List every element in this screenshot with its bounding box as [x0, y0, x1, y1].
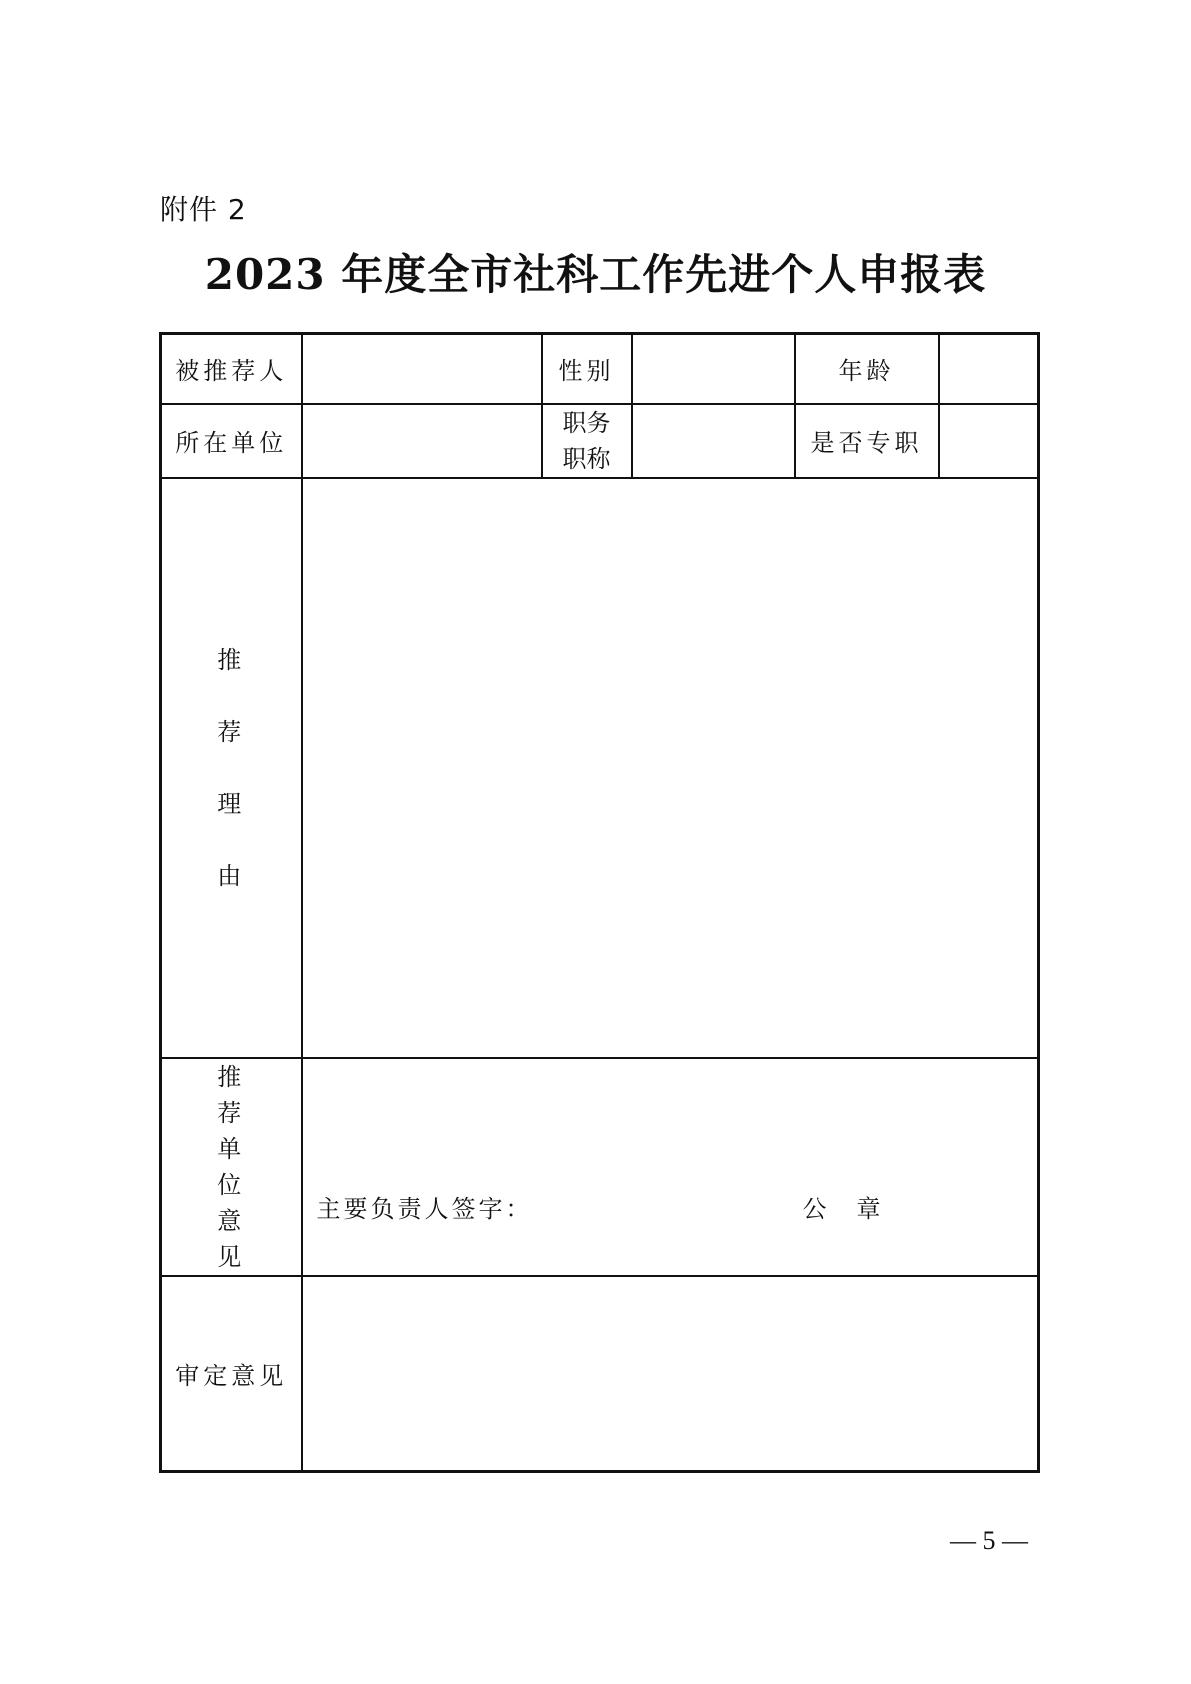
age-label: 年龄 [795, 334, 939, 404]
position-label: 职务 [562, 408, 611, 437]
fulltime-label: 是否专职 [795, 404, 939, 478]
form-row-review [161, 1276, 1039, 1472]
gender-label: 性别 [542, 334, 632, 404]
unit-label: 所在单位 [161, 404, 302, 478]
review-label: 审定意见 [161, 1276, 302, 1472]
reason-char: 推 [217, 645, 246, 674]
form-row-basic [161, 334, 1039, 404]
position-title-field[interactable] [632, 404, 795, 478]
unit-opinion-char: 位 [217, 1170, 246, 1199]
unit-opinion-char: 单 [217, 1134, 246, 1163]
reason-label [161, 478, 302, 1058]
attachment-label: 附件 2 [160, 193, 247, 226]
fulltime-field[interactable] [939, 404, 1039, 478]
unit-opinion-char: 荐 [217, 1098, 246, 1127]
unit-field[interactable] [302, 404, 542, 478]
review-field[interactable] [302, 1276, 1039, 1472]
page-number: — 5 — [950, 1526, 1028, 1555]
signature-label: 主要负责人签字： [316, 1194, 533, 1223]
position-title-label [542, 404, 632, 478]
unit-opinion-char: 推 [217, 1062, 246, 1091]
form-row-unit-opinion [161, 1058, 1039, 1276]
unit-opinion-field[interactable] [302, 1058, 1039, 1276]
reason-char: 荐 [217, 717, 246, 746]
nomination-form-table [159, 332, 1040, 1473]
gender-field[interactable] [632, 334, 795, 404]
title-label: 职称 [562, 444, 611, 473]
unit-opinion-label [161, 1058, 302, 1276]
nominee-field[interactable] [302, 334, 542, 404]
reason-field[interactable] [302, 478, 1039, 1058]
form-row-reason [161, 478, 1039, 1058]
reason-char: 由 [217, 861, 246, 890]
unit-opinion-char: 见 [217, 1242, 246, 1271]
form-row-unit [161, 404, 1039, 478]
reason-char: 理 [217, 789, 246, 818]
seal-label: 公章 [802, 1194, 911, 1223]
unit-opinion-char: 意 [217, 1206, 246, 1235]
nominee-label: 被推荐人 [161, 334, 302, 404]
age-field[interactable] [939, 334, 1039, 404]
page-title: 2023 年度全市社科工作先进个人申报表 [204, 250, 987, 299]
